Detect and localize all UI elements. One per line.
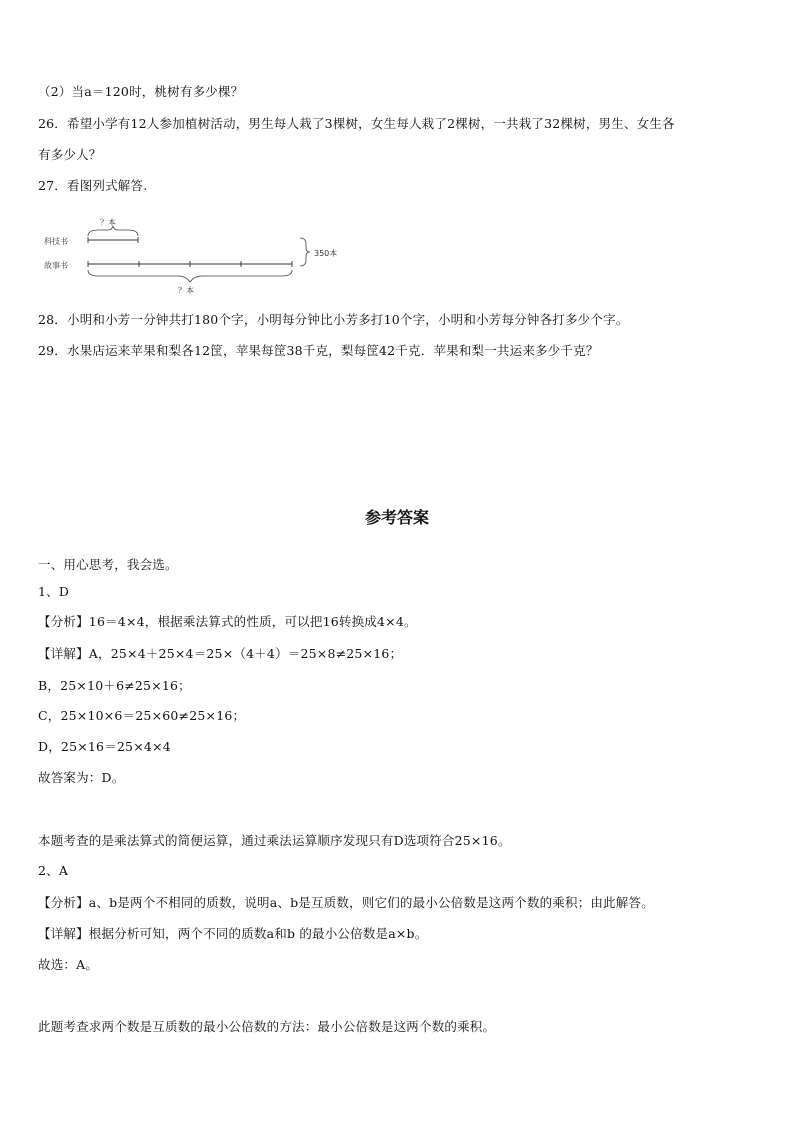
right-brace xyxy=(300,238,310,266)
top-brace xyxy=(88,226,138,236)
top-question-label: ？本 xyxy=(100,218,116,227)
answer-1-conclusion: 故答案为：D。 xyxy=(38,770,125,785)
total-label: 350本 xyxy=(314,249,338,258)
answer-2-number: 2、A xyxy=(38,863,69,878)
question-26-line-1: 26．希望小学有12人参加植树活动，男生每人栽了3棵树，女生每人栽了2棵树，一共栽了32棵树，男生、女生各 xyxy=(38,116,675,131)
row-label-science-books: 科技书 xyxy=(44,237,68,246)
line-segment-diagram xyxy=(38,212,358,306)
answer-2-analysis: 【分析】a、b是两个不相同的质数，说明a、b是互质数，则它们的最小公倍数是这两个数的乘积；由此解答。 xyxy=(38,895,654,910)
bottom-question-label: ？本 xyxy=(178,286,194,295)
section-1-title: 一、用心思考，我会选。 xyxy=(38,557,178,572)
answer-1-option-c: C，25×10×6＝25×60≠25×16； xyxy=(38,708,246,723)
answer-1-analysis: 【分析】16＝4×4，根据乘法算式的性质，可以把16转换成4×4。 xyxy=(38,614,417,629)
answer-1-note: 本题考查的是乘法算式的简便运算，通过乘法运算顺序发现只有D选项符合25×16。 xyxy=(38,833,511,848)
answer-1-option-d: D，25×16＝25×4×4 xyxy=(38,739,171,754)
answer-1-number: 1、D xyxy=(38,584,70,599)
question-29: 29．水果店运来苹果和梨各12筐，苹果每筐38千克，梨每筐42千克．苹果和梨一共运来多少千克？ xyxy=(38,343,599,358)
segment-diagram-svg xyxy=(38,212,358,302)
answer-2-conclusion: 故选：A。 xyxy=(38,957,99,972)
answers-heading: 参考答案 xyxy=(364,508,429,527)
question-28: 28．小明和小芳一分钟共打180个字，小明每分钟比小芳多打10个字，小明和小芳每分钟各打多少个字。 xyxy=(38,312,629,327)
answer-2-note: 此题考查求两个数是互质数的最小公倍数的方法：最小公倍数是这两个数的乘积。 xyxy=(38,1019,496,1034)
answer-1-detail: 【详解】A，25×4＋25×4＝25×（4＋4）＝25×8≠25×16； xyxy=(38,646,403,661)
question-27: 27．看图列式解答. xyxy=(38,178,148,193)
question-26-line-2: 有多少人？ xyxy=(38,147,102,162)
answer-1-option-b: B，25×10＋6≠25×16； xyxy=(38,678,191,693)
answer-2-detail: 【详解】根据分析可知，两个不同的质数a和b 的最小公倍数是a×b。 xyxy=(38,926,428,941)
bottom-brace xyxy=(88,270,292,282)
row-label-story-books: 故事书 xyxy=(44,261,68,270)
question-25-part-2: （2）当a＝120时，桃树有多少棵？ xyxy=(38,84,244,99)
